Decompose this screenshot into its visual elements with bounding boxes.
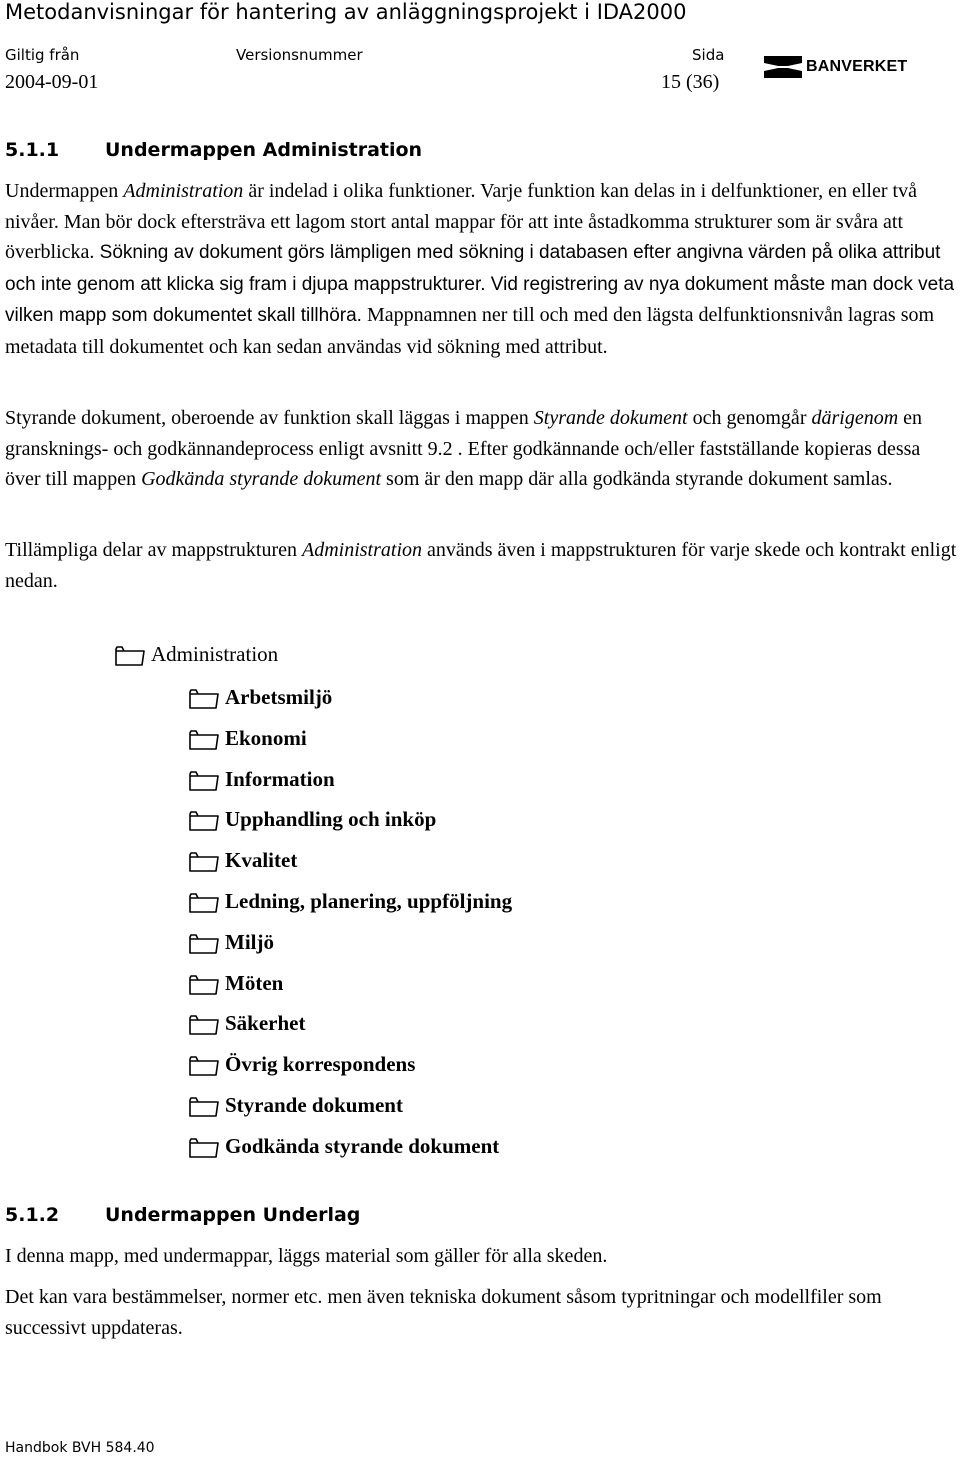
folder-icon [188,972,220,996]
page-number: 15 (36) [661,71,720,93]
paragraph-4: I denna mapp, med undermappar, läggs material som gäller för alla skeden. [5,1245,608,1267]
folder-root [114,642,278,667]
section-number: 5.1.2 [5,1204,60,1226]
text-run: Styrande dokument, oberoende av funktion skall läggas i mappen [5,407,534,429]
section-title: Undermappen Administration [105,139,423,161]
version-label: Versionsnummer [236,46,363,64]
paragraph-1 [5,176,960,362]
footer-handbook: Handbok BVH 584.40 [5,1440,155,1456]
folder-label: Administration [151,642,279,666]
folder-label: Övrig korrespondens [225,1052,416,1076]
section-number: 5.1.1 [5,139,60,161]
folder-label: Ekonomi [225,726,307,750]
folder-icon [188,1053,220,1077]
folder-item [188,1011,306,1036]
folder-item [188,889,512,914]
text-run: Sökning av dokument görs lämpligen med sökning i databasen efter angivna värden på olika attribut och inte genom att klicka sig fram i djupa mappstrukturer. Vid registrering av nya dokument måste man dock veta vilken mapp som dokumentet skall tillhöra. [5,242,955,326]
page-label: Sida [692,46,725,64]
paragraph-3 [5,535,960,596]
folder-item [188,971,283,996]
folder-icon [188,768,220,792]
text-run-italic: Administration [301,539,422,561]
folder-icon [188,1012,220,1036]
folder-label: Möten [225,971,284,995]
folder-item [188,848,297,873]
text-run-italic: Godkända styrande dokument [141,468,382,490]
text-run-italic: Administration [123,180,244,202]
folder-icon [188,1094,220,1118]
folder-item [188,930,274,955]
folder-label: Godkända styrande dokument [225,1134,500,1158]
folder-icon [188,686,220,710]
folder-item [188,685,332,710]
folder-icon [188,727,220,751]
folder-label: Miljö [225,930,274,954]
section-heading-512 [5,1204,360,1226]
text-run: som är den mapp där alla godkända styrande dokument samlas. [381,468,893,490]
folder-icon [188,849,220,873]
valid-from-label: Giltig från [5,46,80,64]
folder-item [188,767,335,792]
folder-item [188,1134,499,1159]
folder-label: Kvalitet [225,848,298,872]
text-run: och genomgår [687,407,812,429]
folder-icon [188,931,220,955]
text-run: Tillämpliga delar av mappstrukturen [5,539,302,561]
paragraph-2 [5,403,960,495]
folder-label: Arbetsmiljö [225,685,333,709]
folder-icon [188,890,220,914]
folder-item [188,807,436,832]
section-heading-511 [5,139,422,161]
folder-label: Styrande dokument [225,1093,403,1117]
folder-item [188,1093,403,1118]
folder-label: Upphandling och inköp [225,807,437,831]
folder-label: Information [225,767,335,791]
banverket-logo-icon [764,56,802,78]
valid-from-value: 2004-09-01 [5,71,99,93]
document-title: Metodanvisningar för hantering av anläggningsprojekt i IDA2000 [5,0,687,24]
folder-icon [188,808,220,832]
text-run-italic: därigenom [811,407,899,429]
folder-icon [114,643,146,667]
folder-label: Ledning, planering, uppföljning [225,889,513,913]
folder-icon [188,1135,220,1159]
text-run: en gransknings- och godkännandeprocess enligt avsnitt 9.2 . Efter godkännande och/eller fastställande kopieras dessa över till mappen [5,407,923,490]
logo-text: BANVERKET [806,58,908,75]
folder-item [188,726,307,751]
text-run: Undermappen [5,180,124,202]
paragraph-5: Det kan vara bestämmelser, normer etc. men även tekniska dokument såsom typritningar och modellfiler som successivt uppdateras. [5,1286,882,1339]
folder-item [188,1052,415,1077]
text-run: används även i mappstrukturen för varje skede och kontrakt enligt nedan. [5,539,957,592]
banverket-logo [764,56,907,78]
text-run: är indelad i olika funktioner. Varje funktion kan delas in i delfunktioner, en eller två nivåer. Man bör dock eftersträva ett lagom stort antal mappar för att inte åstadkomma strukturer som är svåra att överblicka. [5,180,917,263]
section-title: Undermappen Underlag [105,1204,361,1226]
folder-label: Säkerhet [225,1011,306,1035]
text-run-italic: Styrande dokument [533,407,688,429]
text-run: Mappnamnen ner till och med den lägsta delfunktionsnivån lagras som metadata till dokumentet och kan sedan användas vid sökning med attribut. [5,304,935,358]
